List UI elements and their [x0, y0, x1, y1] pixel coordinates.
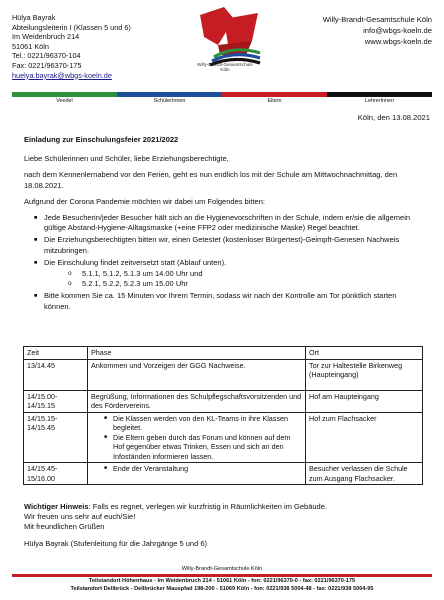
bar-label-schueler: SchülerInnen — [153, 98, 186, 104]
color-bar-red — [222, 92, 327, 97]
school-web[interactable]: www.wbgs-koeln.de — [364, 37, 432, 47]
color-bar-green — [12, 92, 117, 97]
color-bar — [12, 92, 432, 97]
time-slot-item: o 5.2.1, 5.2.2, 5.2.3 um 15.00 Uhr — [68, 279, 424, 289]
color-bar-labels — [12, 98, 432, 104]
time-cell: 14/15.00- 14/15.15 — [24, 390, 88, 412]
hint-label: Wichtiger Hinweis — [24, 502, 89, 511]
corona-intro: Aufgrund der Corona Pandemie möchten wir dabei um Folgendes bitten: — [24, 196, 265, 206]
bar-label-lehrer: LehrerInnen — [364, 98, 395, 104]
list-item: ■ Jede Besucherin/jeder Besucher hält sich an die Hygienevorschriften in der Schule, indem er/sie die allgemein gültige Abstand-Hygiene-Alltagsmaske (+eine FFP2 oder medizinische Maske) Regel beachtet. — [34, 213, 424, 233]
sender-block — [12, 13, 182, 80]
phase-list — [91, 414, 302, 462]
logo-caption-line1: Willy-Brandt-Gesamtschule — [197, 62, 253, 67]
rules-list — [24, 213, 424, 312]
school-name: Willy-Brandt-Gesamtschule Köln — [322, 15, 432, 24]
col-header-time: Zeit — [24, 347, 88, 360]
sender-email-link[interactable]: huelya.bayrak@wbgs-koeln.de — [12, 70, 112, 80]
table-row — [24, 359, 423, 390]
time-slot-item: o 5.1.1, 5.1.2, 5.1.3 um 14.00 Uhr und — [68, 269, 424, 279]
sender-phone: Tel.: 0221/96370-104 — [12, 51, 81, 61]
sender-name: Hülya Bayrak — [12, 13, 56, 22]
phase-list-item: ■ Die Klassen werden von den KL-Teams in ihre Klassen begleitet. — [105, 414, 302, 433]
table-header-row — [24, 347, 423, 360]
closing-line: Wir freuen uns sehr auf euch/Sie! — [24, 512, 136, 522]
place-cell: Hof am Haupteingang — [306, 390, 423, 412]
footer — [12, 565, 432, 594]
school-contact — [323, 14, 432, 48]
table-row — [24, 390, 423, 412]
signature: Hülya Bayrak (Stufenleitung für die Jahrgänge 5 und 6) — [24, 538, 208, 548]
list-item: ■ Die Erziehungsberechtigten bitten wir, einen Getestet (kostenloser Bürgertest)-Geimpft-Genesen Nachweis mitzubringen. — [34, 235, 424, 255]
schedule-table — [23, 346, 423, 485]
table-row — [24, 412, 423, 463]
school-email[interactable]: info@wbgs-koeln.de — [363, 26, 432, 36]
phase-list-item: ■ Die Eltern geben durch das Forum und können auf dem Hof gegenüber etwas Trinken, Essen und sich an den Infoständen informieren lassen. — [105, 433, 302, 462]
phase-cell: Begrüßung, Informationen des Schulpflegschaftsvorsitzenden und des Fördervereins. — [88, 390, 306, 412]
footer-line-2: Teilstandort Dellbrück - Dellbrücker Mauspfad 198-200 - 51069 Köln - fon: 0221/938 5004-48 - fax: 0221/938 5004-95 — [70, 586, 374, 593]
bar-label-veedel: Veedel — [56, 98, 73, 104]
phase-cell — [88, 463, 306, 485]
place-cell: Tor zur Haltestelle Birkenweg (Haupteingang) — [306, 359, 423, 390]
phase-list-item: ■ Ende der Veranstaltung — [105, 464, 302, 474]
sender-fax: Fax: 0221/96370-175 — [12, 60, 82, 70]
place-cell: Besucher verlassen die Schule zum Ausgang Flachsacker. — [306, 463, 423, 485]
letter-body — [24, 135, 424, 314]
list-item: ■ Bitte kommen Sie ca. 15 Minuten vor Ihrem Termin, sodass wir nach der Kontrolle am Tor pünktlich starten können. — [34, 291, 424, 311]
phase-cell: Ankommen und Vorzeigen der GGG Nachweise. — [88, 359, 306, 390]
letter-date: Köln, den 13.08.2021 — [357, 113, 430, 122]
phase-cell — [88, 412, 306, 463]
time-slot-list — [44, 269, 424, 289]
greeting: Mit freundlichen Grüßen — [24, 522, 105, 532]
col-header-phase: Phase — [88, 347, 306, 360]
time-cell: 14/15.15- 14/15.45 — [24, 412, 88, 463]
table-row — [24, 463, 423, 485]
footer-school: Willy-Brandt-Gesamtschule Köln — [181, 566, 263, 572]
sender-role: Abteilungsleiterin I (Klassen 5 und 6) — [12, 22, 131, 32]
place-cell: Hof zum Flachsacker — [306, 412, 423, 463]
logo-caption — [176, 62, 274, 73]
time-cell: 14/15.45- 15/16.00 — [24, 463, 88, 485]
footer-line-1: Teilstandort Höhenhaus - Im Weidenbruch 214 - 51061 Köln - fon: 0221/96370-0 - fax: 0221/96370-175 — [88, 577, 356, 584]
color-bar-blue — [117, 92, 222, 97]
intro-paragraph: nach dem Kennenlernabend vor den Ferien, geht es nun endlich los mit der Schule am Mittwochnachmittag, den 18.08.2021. — [24, 170, 398, 190]
col-header-place: Ort — [306, 347, 423, 360]
rain-hint — [24, 502, 424, 512]
list-item-text: Die Einschulung findet zeitversetzt statt (Ablauf unten). — [44, 257, 227, 267]
hint-text: : Falls es regnet, verlegen wir kurzfristig in Räumlichkeiten im Gebäude. — [88, 502, 327, 511]
time-cell: 13/14.45 — [24, 359, 88, 390]
logo-caption-line2: Köln — [220, 67, 230, 73]
list-item — [34, 258, 424, 290]
sender-street: Im Weidenbruch 214 — [12, 32, 80, 42]
closing-block — [24, 502, 424, 549]
color-bar-black — [327, 92, 432, 97]
letter-title: Einladung zur Einschulungsfeier 2021/2022 — [24, 135, 179, 144]
salutation: Liebe Schülerinnen und Schüler, liebe Erziehungsberechtigte, — [24, 154, 229, 164]
bar-label-eltern: Eltern — [267, 98, 282, 104]
phase-list — [91, 464, 302, 474]
sender-city: 51061 Köln — [12, 41, 49, 51]
